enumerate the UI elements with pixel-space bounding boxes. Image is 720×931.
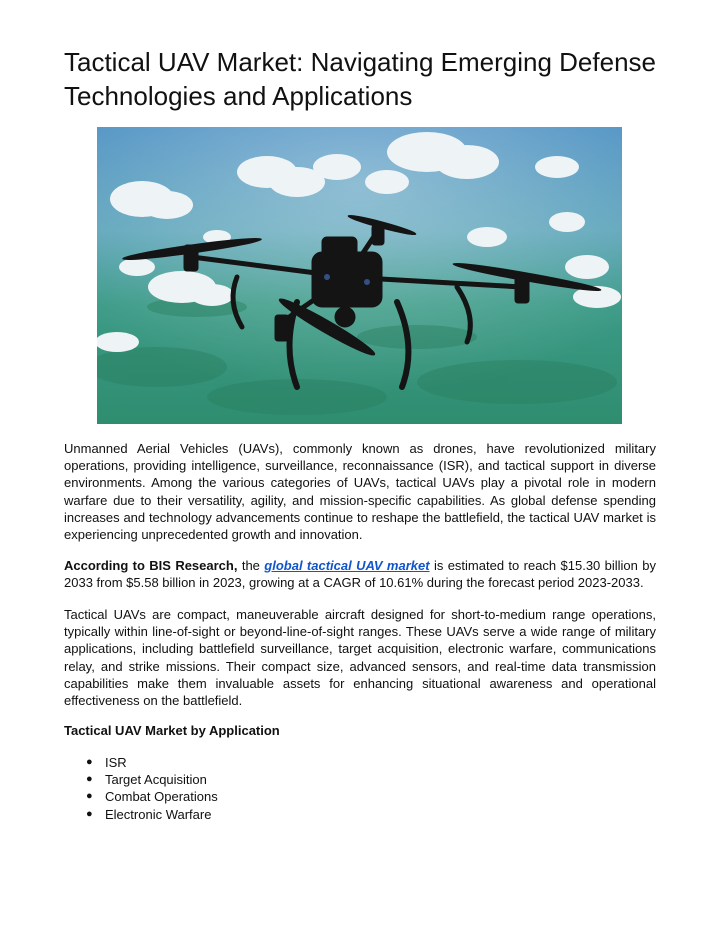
description-paragraph: Tactical UAVs are compact, maneuverable aircraft designed for short-to-medium range operations, typically within line-of-sight or beyond-line-of-sight ranges. These UAVs serve a wide range of military applications, including battlefield surveillance, target acquisition, electronic warfare, communications relay, and strike missions. Their compact size, advanced sensors, and real-time data transmission capabilities make them invaluable assets for enhancing situational awareness and operational effectiveness on the battlefield. <box>64 607 656 709</box>
bullet-icon: ● <box>86 807 93 820</box>
research-source: According to BIS Research, <box>64 558 238 573</box>
list-item <box>64 754 218 771</box>
research-paragraph <box>64 557 656 591</box>
research-connector: the <box>237 558 265 573</box>
market-report-link[interactable]: global tactical UAV market <box>264 558 430 573</box>
section-heading: Tactical UAV Market by Application <box>64 723 280 738</box>
research-forecast: is estimated to reach $15.30 billion by 2033 from $5.58 billion in 2023, growing at a CAGR of 10.61% during the forecast period 2023-2033. <box>64 558 656 591</box>
intro-paragraph: Unmanned Aerial Vehicles (UAVs), commonly known as drones, have revolutionized military operations, providing intelligence, surveillance, reconnaissance (ISR), and tactical support in diverse environments. Among the various categories of UAVs, tactical UAVs play a pivotal role in modern warfare due to their versatility, agility, and mission-specific capabilities. As global defense spending increases and technology advancements continue to reshape the battlefield, the tactical UAV market is experiencing unprecedented growth and innovation. <box>64 441 656 543</box>
list-item <box>64 771 218 788</box>
applications-list <box>64 754 218 823</box>
list-item <box>64 788 218 805</box>
list-item-label: Electronic Warfare <box>105 806 212 822</box>
bullet-icon: ● <box>86 773 93 786</box>
hero-image <box>97 127 622 424</box>
bullet-icon: ● <box>86 790 93 803</box>
list-item-label: Combat Operations <box>105 789 218 805</box>
drone-photo-icon <box>97 127 622 424</box>
list-item-label: Target Acquisition <box>105 772 207 788</box>
list-item <box>64 806 218 823</box>
page-title: Tactical UAV Market: Navigating Emerging Defense Technologies and Applications <box>64 47 656 111</box>
list-item-label: ISR <box>105 755 127 770</box>
bullet-icon: ● <box>86 756 93 768</box>
